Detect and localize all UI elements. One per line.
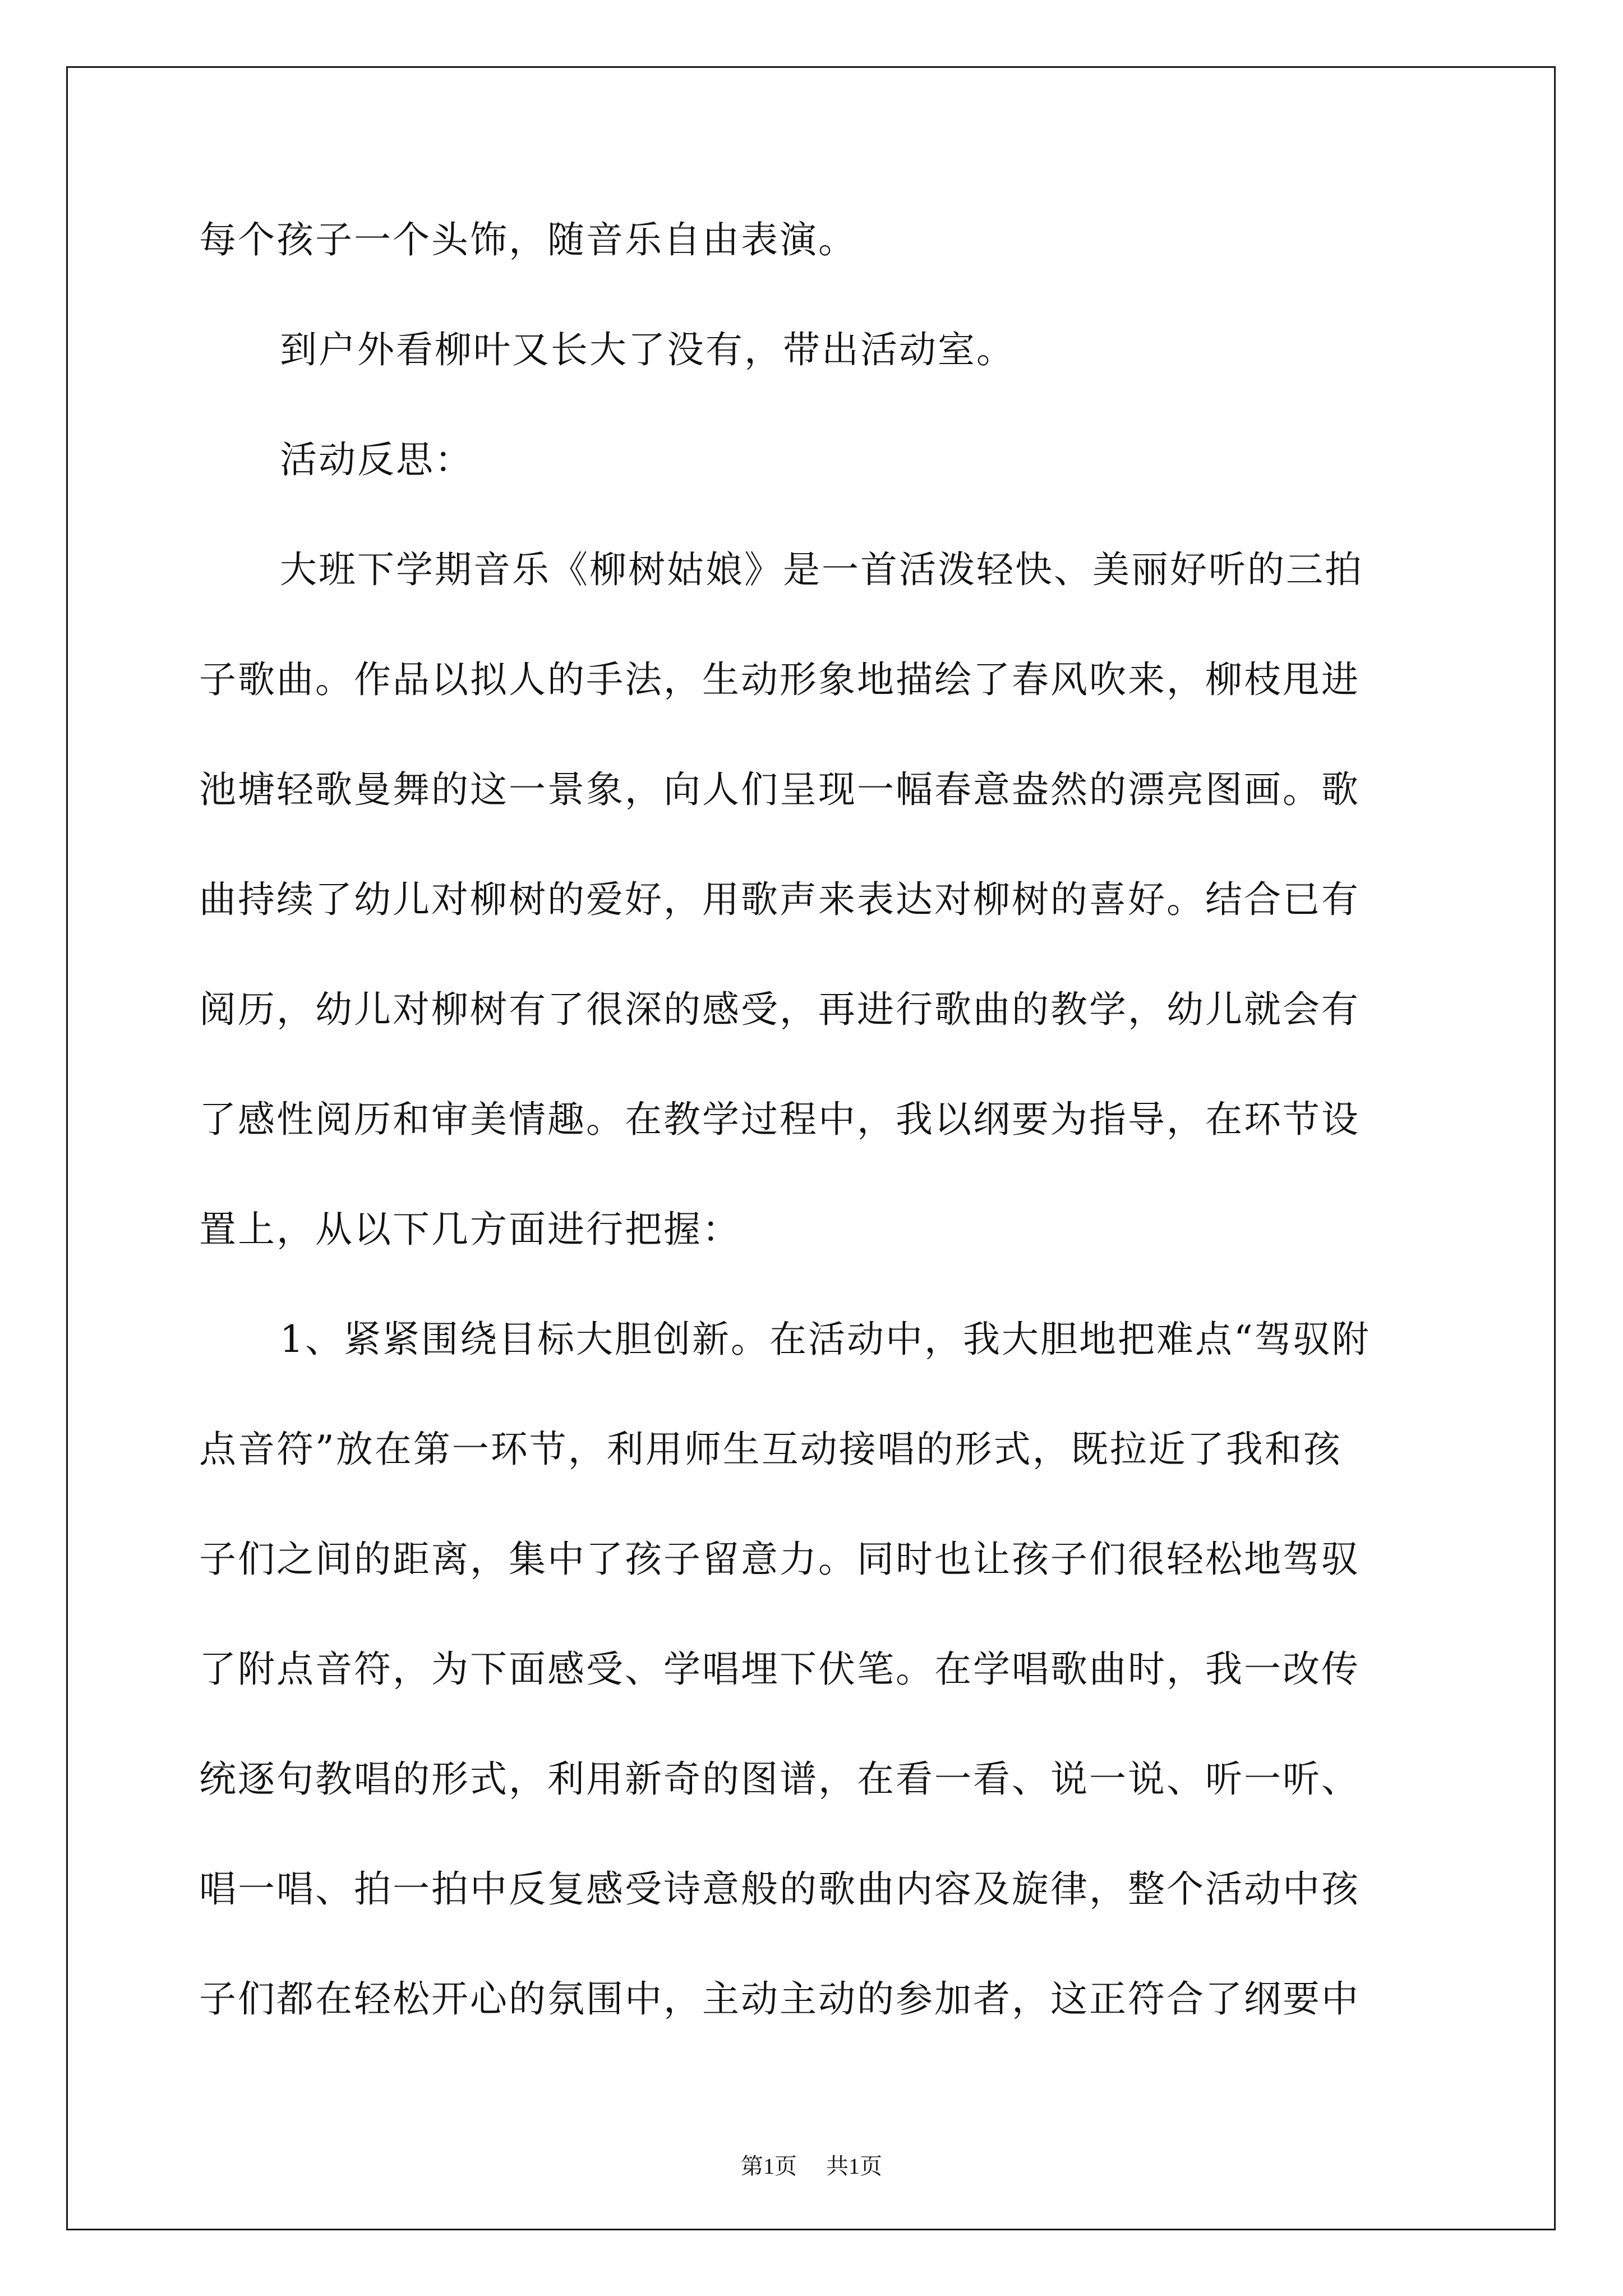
text-line: 统逐句教唱的形式，利用新奇的图谱，在看一看、说一说、听一听、	[199, 1757, 1360, 1801]
text-line: 置上，从以下几方面进行把握：	[199, 1208, 741, 1251]
text-line: 池塘轻歌曼舞的这一景象，向人们呈现一幅春意盎然的漂亮图画。歌	[199, 768, 1360, 811]
page-footer	[0, 2153, 1623, 2180]
text-line: 大班下学期音乐《柳树姑娘》是一首活泼轻快、美丽好听的三拍	[280, 548, 1363, 591]
text-line: 唱一唱、拍一拍中反复感受诗意般的歌曲内容及旋律，整个活动中孩	[199, 1867, 1360, 1911]
page-number: 第1页	[741, 2154, 797, 2179]
text-line: 曲持续了幼儿对柳树的爱好，用歌声来表达对柳树的喜好。结合已有	[199, 878, 1360, 921]
text-line: 子歌曲。作品以拟人的手法，生动形象地描绘了春风吹来，柳枝甩进	[199, 658, 1360, 701]
page-total: 共1页	[826, 2154, 882, 2179]
section-heading: 活动反思：	[280, 438, 473, 481]
text-line: 1、紧紧围绕目标大胆创新。在活动中，我大胆地把难点“驾驭附	[280, 1318, 1371, 1361]
text-line: 每个孩子一个头饰，随音乐自由表演。	[199, 218, 857, 261]
text-line: 到户外看柳叶又长大了没有，带出活动室。	[280, 328, 1015, 371]
text-line: 阅历，幼儿对柳树有了很深的感受，再进行歌曲的教学，幼儿就会有	[199, 988, 1360, 1031]
text-line: 子们都在轻松开心的氛围中，主动主动的参加者，这正符合了纲要中	[199, 1977, 1360, 2021]
text-line: 了感性阅历和审美情趣。在教学过程中，我以纲要为指导，在环节设	[199, 1098, 1360, 1141]
document-body	[199, 212, 1433, 2027]
text-line: 子们之间的距离，集中了孩子留意力。同时也让孩子们很轻松地驾驭	[199, 1538, 1360, 1581]
text-line: 了附点音符，为下面感受、学唱埋下伏笔。在学唱歌曲时，我一改传	[199, 1648, 1360, 1691]
text-line: 点音符”放在第一环节，利用师生互动接唱的形式，既拉近了我和孩	[199, 1428, 1342, 1471]
